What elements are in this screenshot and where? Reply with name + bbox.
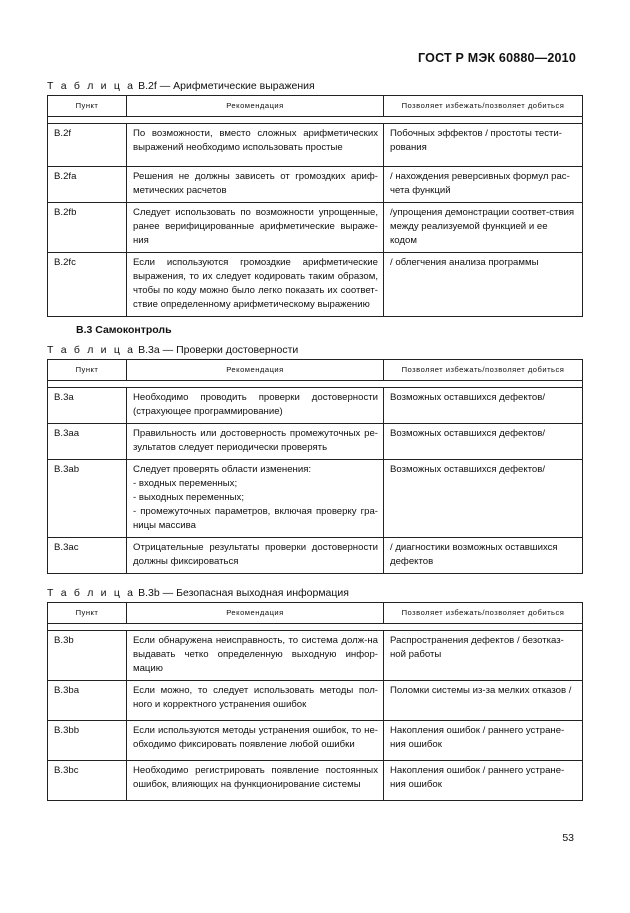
cell-recommendation: Следует использовать по возможности упрощенные, ранее верифицированные арифметические выраже-ния bbox=[127, 203, 384, 253]
cell-item: B.3ab bbox=[48, 460, 127, 538]
table-row bbox=[48, 253, 583, 317]
column-header-benefit: Позволяет избежать/позволяет добиться bbox=[384, 603, 583, 624]
cell-item: B.2fa bbox=[48, 167, 127, 203]
table-row bbox=[48, 167, 583, 203]
cell-benefit: Возможных оставшихся дефектов/ bbox=[384, 460, 583, 538]
cell-benefit: Побочных эффектов / простоты тести-рования bbox=[384, 124, 583, 167]
column-header-recommendation: Рекомендация bbox=[127, 603, 384, 624]
table-row bbox=[48, 203, 583, 253]
cell-item: B.2fc bbox=[48, 253, 127, 317]
table-row bbox=[48, 388, 583, 424]
cell-benefit: Возможных оставшихся дефектов/ bbox=[384, 424, 583, 460]
section-title-b3: B.3 Самоконтроль bbox=[76, 324, 172, 336]
cell-item: B.3ba bbox=[48, 681, 127, 721]
cell-benefit: Возможных оставшихся дефектов/ bbox=[384, 388, 583, 424]
cell-item: B.3a bbox=[48, 388, 127, 424]
cell-recommendation: Отрицательные результаты проверки достоверности должны фиксироваться bbox=[127, 538, 384, 574]
table-row bbox=[48, 681, 583, 721]
table-row bbox=[48, 460, 583, 538]
cell-item: B.2fb bbox=[48, 203, 127, 253]
column-header-item: Пункт bbox=[48, 96, 127, 117]
table-row bbox=[48, 631, 583, 681]
cell-item: B.3bc bbox=[48, 761, 127, 801]
table-b3a bbox=[47, 359, 583, 574]
column-header-recommendation: Рекомендация bbox=[127, 360, 384, 381]
column-header-item: Пункт bbox=[48, 360, 127, 381]
column-header-benefit: Позволяет избежать/позволяет добиться bbox=[384, 96, 583, 117]
page-header-standard: ГОСТ Р МЭК 60880—2010 bbox=[418, 51, 576, 65]
cell-recommendation: Необходимо проводить проверки достоверности (страхующее программирование) bbox=[127, 388, 384, 424]
cell-item: B.3aa bbox=[48, 424, 127, 460]
cell-benefit: /упрощения демонстрации соответ-ствия между реализуемой функцией и ее кодом bbox=[384, 203, 583, 253]
cell-benefit: Накопления ошибок / раннего устране-ния ошибок bbox=[384, 761, 583, 801]
table-b3b bbox=[47, 602, 583, 801]
table-row bbox=[48, 424, 583, 460]
cell-item: B.3b bbox=[48, 631, 127, 681]
cell-benefit: Распространения дефектов / безотказ-ной работы bbox=[384, 631, 583, 681]
caption-prefix: Т а б л и ц а bbox=[47, 344, 136, 356]
caption-title: B.3b — Безопасная выходная информация bbox=[135, 587, 349, 599]
cell-item: B.2f bbox=[48, 124, 127, 167]
column-header-recommendation: Рекомендация bbox=[127, 96, 384, 117]
table-row bbox=[48, 124, 583, 167]
cell-item: B.3bb bbox=[48, 721, 127, 761]
column-header-benefit: Позволяет избежать/позволяет добиться bbox=[384, 360, 583, 381]
table-b3a-body bbox=[48, 381, 583, 574]
cell-recommendation: Если можно, то следует использовать методы пол-ного и корректного устранения ошибок bbox=[127, 681, 384, 721]
cell-benefit: / диагностики возможных оставшихся дефектов bbox=[384, 538, 583, 574]
cell-item: B.3ac bbox=[48, 538, 127, 574]
cell-recommendation: Решения не должны зависеть от громоздких ариф-метических расчетов bbox=[127, 167, 384, 203]
cell-benefit: / нахождения реверсивных формул рас-чета функций bbox=[384, 167, 583, 203]
cell-benefit: Накопления ошибок / раннего устране-ния ошибок bbox=[384, 721, 583, 761]
caption-title: B.3a — Проверки достоверности bbox=[135, 344, 299, 356]
cell-benefit: Поломки системы из-за мелких отказов / bbox=[384, 681, 583, 721]
table-b3b-body bbox=[48, 624, 583, 801]
table-row bbox=[48, 721, 583, 761]
table-b2f bbox=[47, 95, 583, 317]
cell-recommendation: Если используются методы устранения ошибок, то не-обходимо фиксировать появление любой ошибки bbox=[127, 721, 384, 761]
table-row bbox=[48, 761, 583, 801]
table-row bbox=[48, 538, 583, 574]
page-number: 53 bbox=[562, 832, 574, 844]
table-b3a-caption bbox=[47, 344, 298, 356]
cell-recommendation: Следует проверять области изменения: - входных переменных; - выходных переменных; - промежуточных параметров, включая проверку гра-ницы массива bbox=[127, 460, 384, 538]
table-b3b-caption bbox=[47, 587, 349, 599]
caption-prefix: Т а б л и ц а bbox=[47, 80, 136, 92]
caption-prefix: Т а б л и ц а bbox=[47, 587, 136, 599]
caption-title: B.2f — Арифметические выражения bbox=[135, 80, 315, 92]
cell-recommendation: Правильность или достоверность промежуточных ре-зультатов следует периодически проверять bbox=[127, 424, 384, 460]
cell-recommendation: Если обнаружена неисправность, то система долж-на выдавать четко определенную выходную инфор-мацию bbox=[127, 631, 384, 681]
cell-recommendation: По возможности, вместо сложных арифметических выражений необходимо использовать простые bbox=[127, 124, 384, 167]
cell-recommendation: Необходимо регистрировать появление постоянных ошибок, влияющих на функционирование системы bbox=[127, 761, 384, 801]
cell-benefit: / облегчения анализа программы bbox=[384, 253, 583, 317]
cell-recommendation: Если используются громоздкие арифметические выражения, то их следует кодировать таким образом, чтобы по коду можно было легко показать их соответ-ствие определенному арифметическому выражению bbox=[127, 253, 384, 317]
column-header-item: Пункт bbox=[48, 603, 127, 624]
table-b2f-body bbox=[48, 117, 583, 317]
table-b2f-caption bbox=[47, 80, 315, 92]
